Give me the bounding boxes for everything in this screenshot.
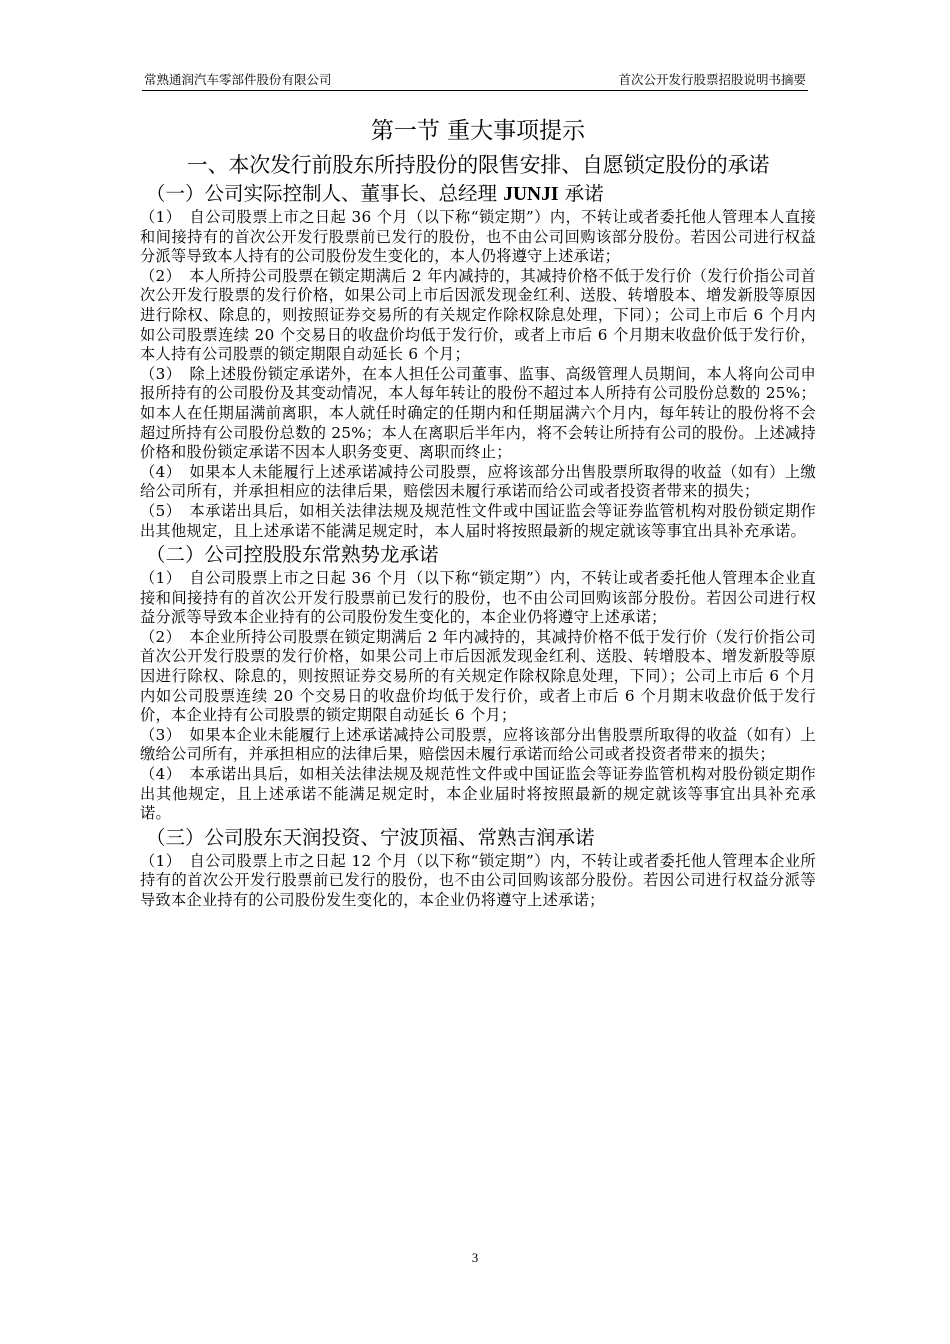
- subsection-title-controller: [140, 180, 816, 208]
- page-header: [142, 68, 808, 91]
- controller-commitment-2: （2） 本人所持公司股票在锁定期满后 2 年内减持的，其减持价格不低于发行价（发行价指公司首次公开发行股票的发行价格，如果公司上市后因派发现金红利、送股、转增股本、增发新股等原因进行除权、除息的，则按照证券交易所的有关规定作除权除息处理，下同）；公司上市后 6 个月内如公司股票连续 20 个交易日的收盘价均低于发行价，或者上市后 6 个月期末收盘价低于发行价，本人持有公司股票的锁定期限自动延长 6 个月；: [140, 266, 816, 364]
- controller-commitment-4: （4） 如果本人未能履行上述承诺减持公司股票，应将该部分出售股票所取得的收益（如有）上缴给公司所有，并承担相应的法律后果，赔偿因未履行承诺而给公司或者投资者带来的损失；: [140, 462, 816, 501]
- subsection-title-suffix: 承诺: [558, 182, 604, 205]
- subsection-title-prefix: （一）公司实际控制人、董事长、总经理: [146, 182, 504, 205]
- header-company: 常熟通润汽车零部件股份有限公司: [144, 72, 332, 87]
- heading-lockup-commitments: 一、本次发行前股东所持股份的限售安排、自愿锁定股份的承诺: [186, 153, 770, 177]
- header-document-title: 首次公开发行股票招股说明书摘要: [618, 72, 806, 87]
- shareholder-commitment-2: （2） 本企业所持公司股票在锁定期满后 2 年内减持的，其减持价格不低于发行价（发行价指公司首次公开发行股票的发行价格，如果公司上市后因派发现金红利、送股、转增股本、增发新股等原因进行除权、除息的，则按照证券交易所的有关规定作除权除息处理，下同）；公司上市后 6 个月内如公司股票连续 20 个交易日的收盘价均低于发行价，或者上市后 6 个月期末收盘价低于发行价，本企业持有公司股票的锁定期限自动延长 6 个月；: [140, 627, 816, 725]
- controller-commitment-3: （3） 除上述股份锁定承诺外，在本人担任公司董事、监事、高级管理人员期间，本人将向公司申报所持有的公司股份及其变动情况，本人每年转让的股份不超过本人所持有公司股份总数的 25%；如本人在任期届满前离职，本人就任时确定的任期内和任期届满六个月内，每年转让的股份将不会超过所持有公司股份总数的 25%；本人在离职后半年内，将不会转让所持有公司的股份。上述减持价格和股份锁定承诺不因本人职务变更、离职而终止；: [140, 364, 816, 462]
- page-number: 3: [471, 1250, 479, 1265]
- shareholder-commitment-1: （1） 自公司股票上市之日起 36 个月（以下称“锁定期”）内，不转让或者委托他人管理本企业直接和间接持有的首次公开发行股票前已发行的股份，也不由公司回购该部分股份。若因公司进行权益分派等导致本企业持有的公司股份发生变化的，本企业仍将遵守上述承诺；: [140, 569, 816, 627]
- subsection-title-controlling-shareholder: （二）公司控股股东常熟势龙承诺: [146, 543, 439, 567]
- other-shareholders-commitment-1: （1） 自公司股票上市之日起 12 个月（以下称“锁定期”）内，不转让或者委托他人管理本企业所持有的首次公开发行股票前已发行的股份，也不由公司回购该部分股份。若因公司进行权益分派等导致本企业持有的公司股份发生变化的，本企业仍将遵守上述承诺；: [140, 851, 816, 909]
- controller-commitment-1: （1） 自公司股票上市之日起 36 个月（以下称“锁定期”）内，不转让或者委托他人管理本人直接和间接持有的首次公开发行股票前已发行的股份，也不由公司回购该部分股份。若因公司进行权益分派等导致本人持有的公司股份发生变化的，本人仍将遵守上述承诺；: [140, 208, 816, 266]
- subsection-title-other-shareholders: （三）公司股东天润投资、宁波顶福、常熟吉润承诺: [146, 825, 595, 849]
- shareholder-commitment-3: （3） 如果本企业未能履行上述承诺减持公司股票，应将该部分出售股票所取得的收益（如有）上缴给公司所有，并承担相应的法律后果，赔偿因未履行承诺而给公司或者投资者带来的损失；: [140, 725, 816, 764]
- subsection-title-name: JUNJI: [503, 184, 559, 205]
- document-body: [140, 116, 816, 911]
- shareholder-commitment-4: （4） 本承诺出具后，如相关法律法规及规范性文件或中国证监会等证券监管机构对股份锁定期作出其他规定，且上述承诺不能满足规定时，本企业届时将按照最新的规定就该等事宜出具补充承诺。: [140, 765, 816, 823]
- controller-commitment-5: （5） 本承诺出具后，如相关法律法规及规范性文件或中国证监会等证券监管机构对股份锁定期作出其他规定，且上述承诺不能满足规定时，本人届时将按照最新的规定就该等事宜出具补充承诺。: [140, 501, 816, 540]
- section-title: 第一节 重大事项提示: [370, 118, 586, 144]
